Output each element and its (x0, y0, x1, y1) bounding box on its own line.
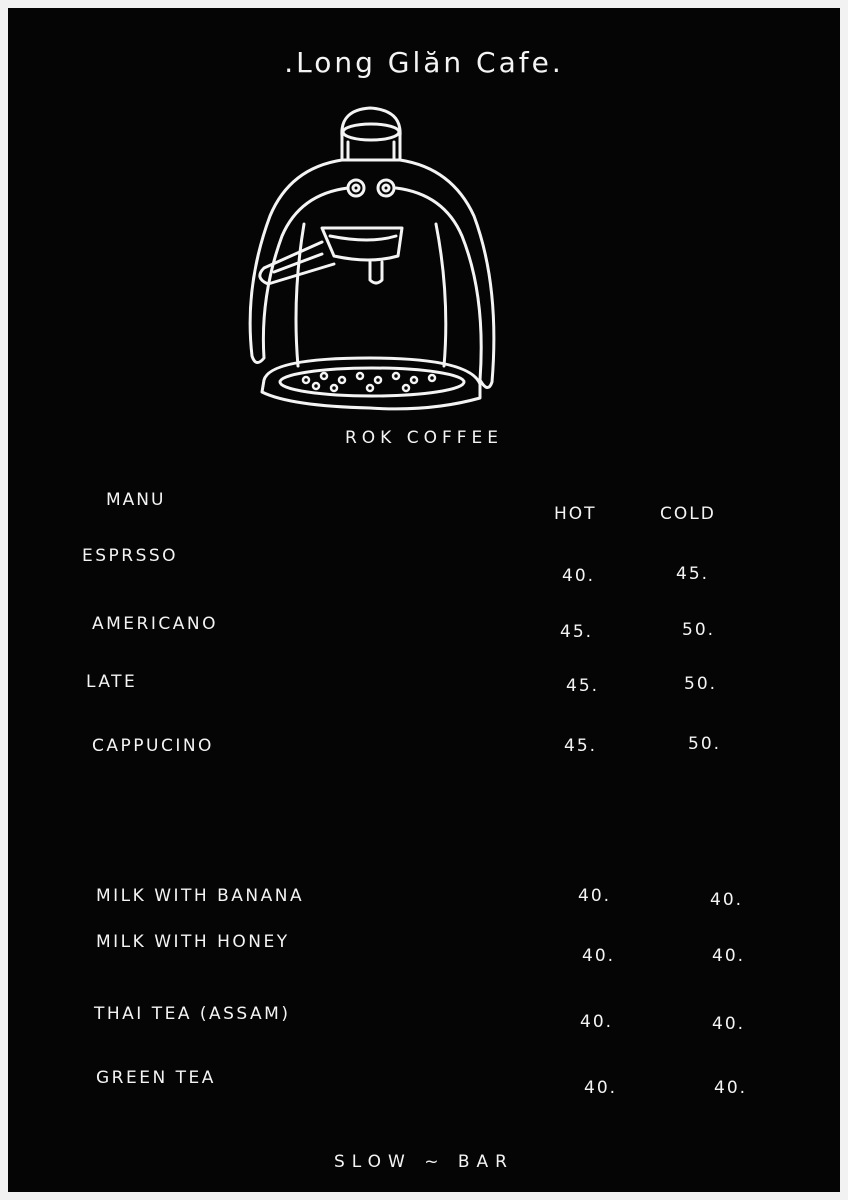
menu-item-hot-price: 40. (582, 946, 616, 966)
menu-item-name: CAPPUCINO (92, 736, 214, 756)
menu-item-cold-price: 40. (712, 946, 746, 966)
menu-item-hot-price: 40. (584, 1078, 618, 1098)
menu-item-hot-price: 45. (560, 622, 594, 642)
cold-column-header: COLD (660, 504, 716, 524)
menu-item-cold-price: 40. (710, 890, 744, 910)
cafe-title: .Long Glăn Cafe. (284, 46, 564, 79)
hot-column-header: HOT (554, 504, 597, 524)
menu-item-name: THAI TEA (ASSAM) (94, 1004, 291, 1024)
menu-item-cold-price: 50. (684, 674, 718, 694)
menu-item-cold-price: 45. (676, 564, 710, 584)
chalkboard-menu (8, 8, 840, 1192)
menu-item-name: MILK WITH HONEY (96, 932, 290, 952)
menu-item-name: LATE (86, 672, 138, 692)
menu-item-cold-price: 40. (712, 1014, 746, 1034)
menu-item-name: AMERICANO (92, 614, 218, 634)
menu-item-cold-price: 50. (682, 620, 716, 640)
menu-item-name: ESPRSSO (82, 546, 179, 566)
machine-brand-label: ROK COFFEE (344, 428, 504, 448)
menu-item-hot-price: 45. (566, 676, 600, 696)
menu-item-hot-price: 45. (564, 736, 598, 756)
menu-item-name: GREEN TEA (96, 1068, 216, 1088)
espresso-machine-illustration (230, 96, 510, 426)
menu-item-cold-price: 40. (714, 1078, 748, 1098)
menu-item-hot-price: 40. (580, 1012, 614, 1032)
menu-item-hot-price: 40. (578, 886, 612, 906)
menu-label: MANU (106, 490, 166, 510)
footer-slow-bar: SLOW ~ BAR (333, 1152, 514, 1172)
menu-item-cold-price: 50. (688, 734, 722, 754)
menu-item-hot-price: 40. (562, 566, 596, 586)
menu-item-name: MILK WITH BANANA (96, 886, 305, 906)
